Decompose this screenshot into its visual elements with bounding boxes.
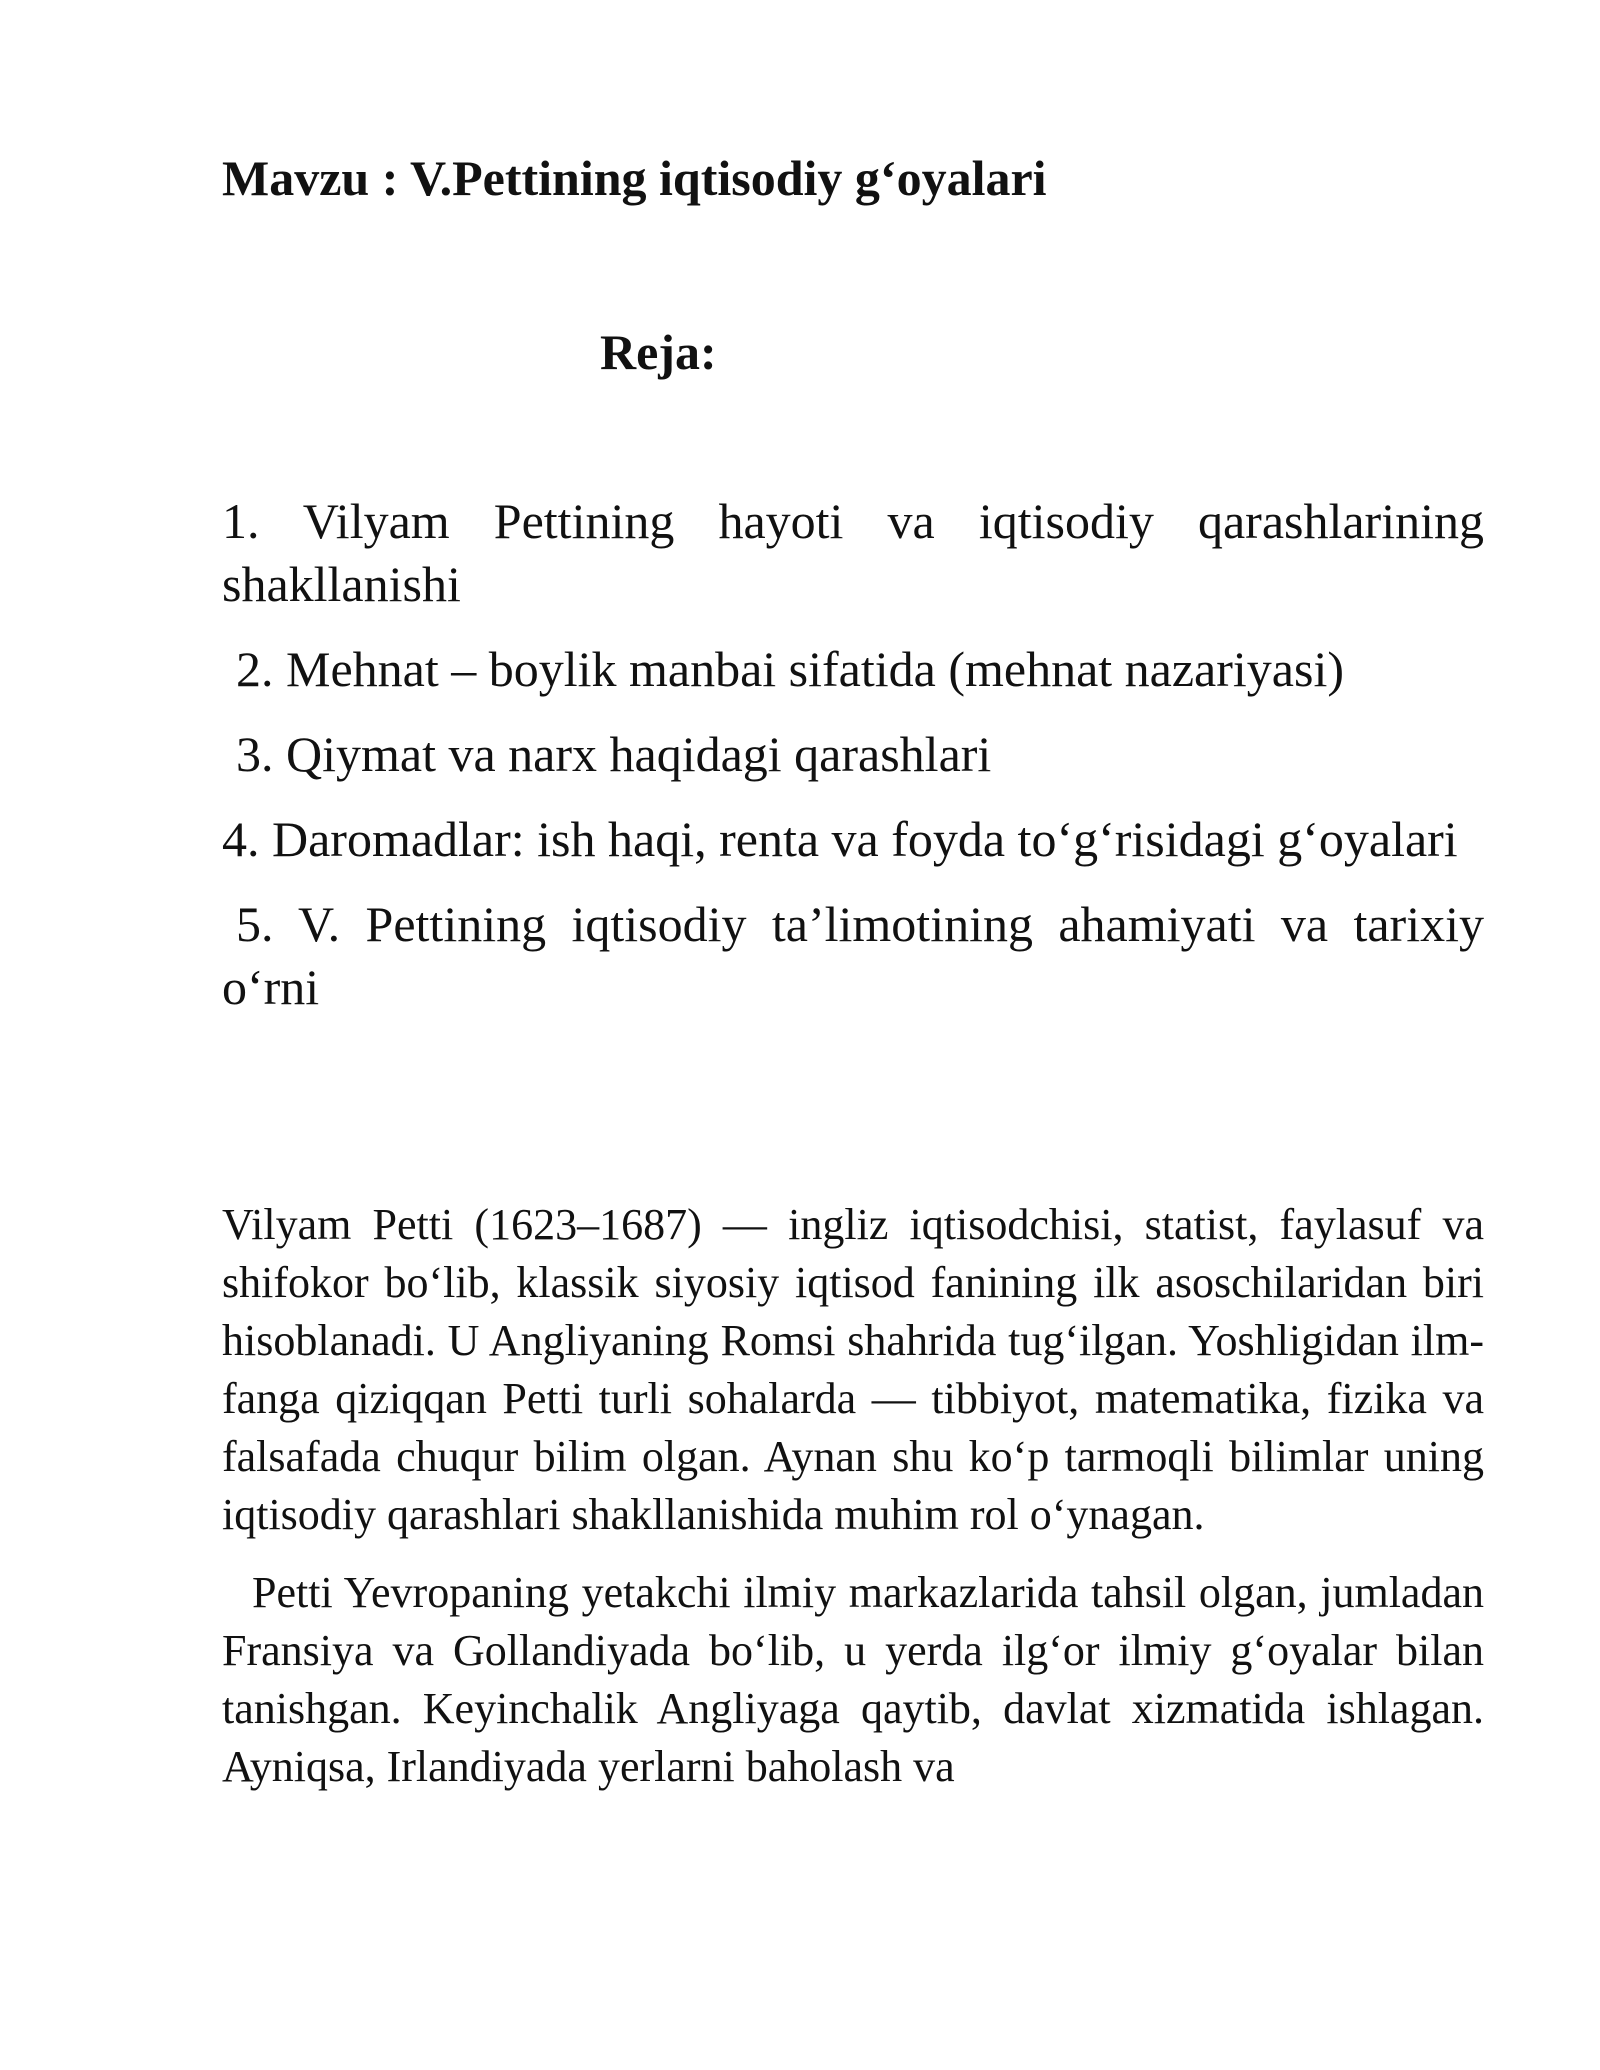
paragraph-1: Vilyam Petti (1623–1687) — ingliz iqtisodchisi, statist, faylasuf va shifokor bo‘lib, klassik siyosiy iqtisod fanining ilk asoschilaridan biri hisoblanadi. U Angliyaning Romsi shahrida tug‘ilgan. Yoshligidan ilm-fanga qiziqqan Petti turli sohalarda — tibbiyot, matematika, fizika va falsafada chuqur bilim olgan. Aynan shu ko‘p tarmoqli bilimlar uning iqtisodiy qarashlari shakllanishida muhim rol o‘ynagan.	[222, 1200, 1484, 1539]
plan-item-3: 3. Qiymat va narx haqidagi qarashlari	[236, 726, 992, 782]
page-title: Mavzu : V.Pettining iqtisodiy g‘oyalari	[222, 150, 1047, 206]
plan-heading: Reja:	[600, 324, 717, 380]
plan-item-5: 5. V. Pettining iqtisodiy ta’limotining ahamiyati va tarixiy o‘rni	[222, 896, 1484, 1015]
plan-list	[222, 490, 1484, 1041]
plan-item-1: 1. Vilyam Pettining hayoti va iqtisodiy qarashlarining shakllanishi	[222, 493, 1484, 612]
body-text	[222, 1196, 1484, 1816]
plan-item-2: 2. Mehnat – boylik manbai sifatida (mehnat nazariyasi)	[236, 641, 1344, 697]
plan-item-4: 4. Daromadlar: ish haqi, renta va foyda to‘g‘risidagi g‘oyalari	[222, 811, 1458, 867]
paragraph-2: Petti Yevropaning yetakchi ilmiy markazlarida tahsil olgan, jumladan Fransiya va Gollandiyada bo‘lib, u yerda ilg‘or ilmiy g‘oyalar bilan tanishgan. Keyinchalik Angliyaga qaytib, davlat xizmatida ishlagan. Ayniqsa, Irlandiyada yerlarni baholash va	[222, 1568, 1484, 1791]
